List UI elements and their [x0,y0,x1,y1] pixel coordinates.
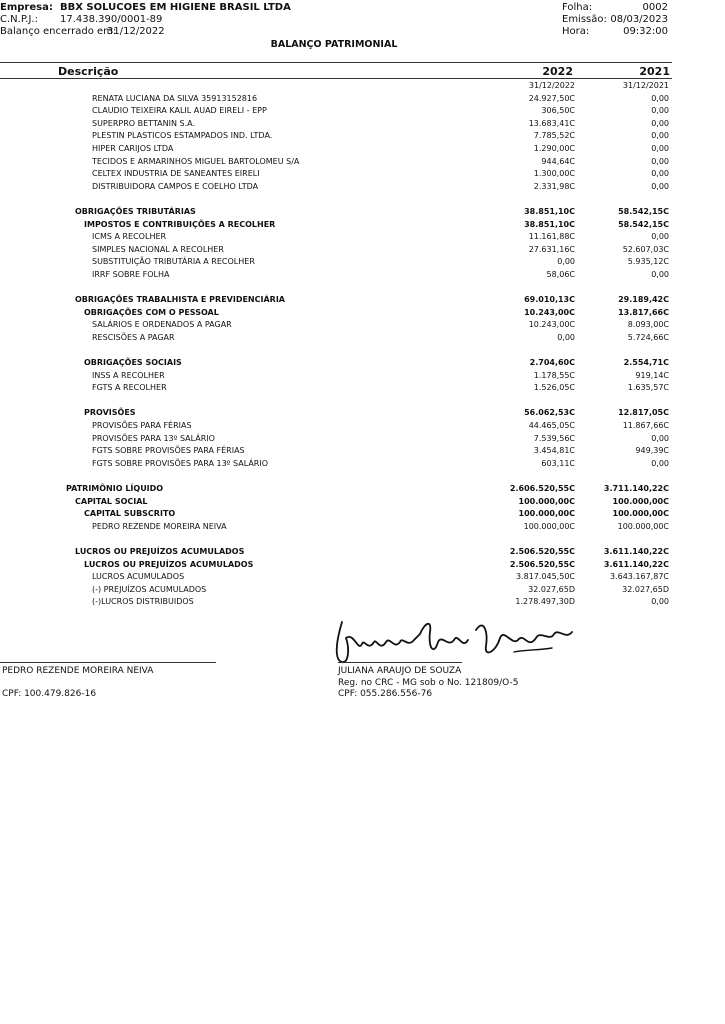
row-description: LUCROS OU PREJUÍZOS ACUMULADOS [75,546,245,556]
row-value-2021: 0,00 [651,433,669,443]
row-value-2022: 0,00 [557,332,575,342]
row-value-2022: 2.704,60C [529,358,575,368]
row-description: FGTS A RECOLHER [92,383,167,393]
row-value-2022: 2.506.520,55C [509,546,575,556]
row-value-2022: 2.506.520,55C [509,559,575,569]
table-row [0,370,672,383]
row-value-2022: 38.851,10C [524,206,575,216]
row-description: HIPER CARIJOS LTDA [92,143,174,153]
spacer-row [0,533,672,546]
row-value-2021: 52.607,03C [622,244,669,254]
row-value-2022: 306,50C [541,106,575,116]
table-row [0,269,672,282]
row-description: OBRIGAÇÕES TRABALHISTA E PREVIDENCIÁRIA [75,295,285,305]
row-value-2021: 100.000,00C [617,521,669,531]
row-value-2021: 919,14C [635,370,669,380]
document-title: BALANÇO PATRIMONIAL [270,39,398,50]
row-value-2022: 56.062,53C [524,408,575,418]
row-value-2021: 13.817,66C [618,307,669,317]
spacer-row [0,395,672,408]
row-description: LUCROS ACUMULADOS [92,572,185,582]
row-value-2021: 8.093,00C [627,320,669,330]
row-value-2021: 5.935,12C [627,257,669,267]
table-row [0,445,672,458]
table-row [0,256,672,269]
header-rule-top [0,62,672,63]
row-value-2022: 1.526,05C [533,383,575,393]
row-value-2022: 58,06C [546,269,575,279]
row-value-2021: 0,00 [651,106,669,116]
column-header-descricao: Descrição [58,65,119,78]
hora-label: Hora: [562,26,590,37]
folha-value: 0002 [642,2,668,13]
table-row [0,382,672,395]
row-value-2021: 29.189,42C [618,295,669,305]
row-value-2022: 2.331,98C [533,181,575,191]
row-value-2021: 3.711.140,22C [603,484,669,493]
row-description: (-)LUCROS DISTRIBUIDOS [92,597,194,607]
table-row [0,546,672,559]
hora-value: 09:32:00 [623,26,668,37]
empresa-label: Empresa: [0,2,53,13]
table-row [0,244,672,257]
row-value-2022: 100.000,00C [518,509,575,519]
row-value-2021: 5.724,66C [627,332,669,342]
table-row [0,357,672,370]
emissao-label: Emissão: [562,14,607,25]
balanco-label: Balanço encerrado em: [0,26,117,37]
row-description: LUCROS OU PREJUÍZOS ACUMULADOS [84,559,254,569]
row-value-2022: 3.454,81C [533,446,575,456]
row-value-2022: 1.278.497,30D [515,597,575,607]
row-value-2022: 24.927,50C [528,93,575,103]
row-value-2022: 1.178,55C [533,370,575,380]
row-value-2022: 11.161,88C [528,232,575,242]
row-value-2021: 2.554,71C [623,358,669,368]
row-value-2022: 100.000,00C [523,521,575,531]
row-description: PATRIMÔNIO LÍQUIDO [66,484,164,493]
emissao-value: 08/03/2023 [610,14,668,25]
table-row [0,596,672,609]
row-value-2021: 0,00 [651,131,669,141]
row-value-2022: 31/12/2022 [528,81,575,90]
balance-table [0,80,672,609]
row-description: CLAUDIO TEIXEIRA KALIL AUAD EIRELI - EPP [92,106,267,116]
row-description: OBRIGAÇÕES COM O PESSOAL [84,307,219,317]
row-value-2021: 32.027,65D [622,584,669,594]
header-rule-bottom [0,78,672,79]
row-value-2021: 100.000,00C [612,509,669,519]
row-value-2021: 3.643.167,87C [609,572,669,582]
row-value-2022: 69.010,13C [524,295,575,305]
row-value-2021: 58.542,15C [618,206,669,216]
row-value-2021: 1.635,57C [627,383,669,393]
cnpj-value: 17.438.390/0001-89 [60,14,163,25]
row-description: SIMPLES NACIONAL A RECOLHER [92,244,224,254]
table-row [0,206,672,219]
row-value-2022: 10.243,00C [528,320,575,330]
row-value-2021: 11.867,66C [622,421,669,431]
row-description: OBRIGAÇÕES SOCIAIS [84,358,182,368]
row-value-2022: 27.631,16C [528,244,575,254]
row-value-2021: 0,00 [651,118,669,128]
row-description: SUBSTITUIÇÃO TRIBUTÁRIA A RECOLHER [92,257,255,267]
column-header-2021: 2021 [639,65,670,78]
row-value-2021: 0,00 [651,156,669,166]
folha-label: Folha: [562,2,593,13]
row-description: (-) PREJUÍZOS ACUMULADOS [92,584,207,594]
row-description: PROVISÕES PARA 13º SALÁRIO [92,433,215,443]
row-description: CELTEX INDUSTRIA DE SANEANTES EIRELI [92,169,260,179]
table-row [0,143,672,156]
spacer-row [0,193,672,206]
spacer-row [0,282,672,295]
row-description: CAPITAL SUBSCRITO [84,509,176,519]
row-description: FGTS SOBRE PROVISÕES PARA 13º SALÁRIO [92,458,269,468]
row-value-2021: 3.611.140,22C [603,546,669,556]
balanco-date: 31/12/2022 [107,26,165,37]
cnpj-label: C.N.P.J.: [0,14,38,25]
row-description: ICMS A RECOLHER [92,232,167,242]
spacer-row [0,470,672,483]
table-row [0,571,672,584]
row-value-2022: 0,00 [557,257,575,267]
row-value-2022: 3.817.045,50C [515,572,575,582]
table-row [0,508,672,521]
row-description: PROVISÕES PARA FÉRIAS [92,421,192,431]
table-row [0,181,672,194]
spacer-row [0,344,672,357]
row-value-2021: 0,00 [651,458,669,468]
row-value-2021: 0,00 [651,232,669,242]
row-value-2021: 0,00 [651,181,669,191]
signatory-left-name: PEDRO REZENDE MOREIRA NEIVA [2,666,154,676]
table-row [0,559,672,572]
row-value-2021: 58.542,15C [618,219,669,229]
row-value-2021: 100.000,00C [612,496,669,506]
signatory-left-cpf: CPF: 100.479.826-16 [2,689,97,699]
row-value-2022: 13.683,41C [528,118,575,128]
row-description: IRRF SOBRE FOLHA [92,269,170,279]
table-row [0,420,672,433]
row-description: SUPERPRO BETTANIN S.A. [92,118,195,128]
row-value-2022: 10.243,00C [524,307,575,317]
signatory-right-name: JULIANA ARAUJO DE SOUZA [338,666,462,676]
row-value-2021: 0,00 [651,597,669,607]
table-row [0,130,672,143]
company-name: BBX SOLUCOES EM HIGIENE BRASIL LTDA [60,2,291,13]
row-value-2022: 44.465,05C [528,421,575,431]
row-description: OBRIGAÇÕES TRIBUTÁRIAS [75,206,196,216]
row-value-2022: 32.027,65D [528,584,575,594]
table-row [0,433,672,446]
table-row [0,307,672,320]
row-value-2021: 0,00 [651,169,669,179]
row-value-2022: 603,11C [541,458,575,468]
row-description: PLESTIN PLASTICOS ESTAMPADOS IND. LTDA. [92,131,273,141]
row-description: TECIDOS E ARMARINHOS MIGUEL BARTOLOMEU S/A [92,156,300,166]
table-row [0,105,672,118]
table-row [0,294,672,307]
row-value-2021: 0,00 [651,93,669,103]
row-value-2022: 1.300,00C [533,169,575,179]
row-value-2022: 7.539,56C [533,433,575,443]
row-description: CAPITAL SOCIAL [75,496,148,506]
row-value-2021: 12.817,05C [618,408,669,418]
table-row [0,521,672,534]
row-value-2021: 31/12/2021 [622,81,669,90]
row-description: RESCISÕES A PAGAR [92,332,175,342]
row-value-2021: 3.611.140,22C [603,559,669,569]
row-description: PROVISÕES [84,408,136,418]
row-value-2022: 7.785,52C [533,131,575,141]
row-value-2021: 0,00 [651,269,669,279]
table-row [0,219,672,232]
row-value-2022: 38.851,10C [524,219,575,229]
table-row [0,93,672,106]
row-value-2022: 2.606.520,55C [509,484,575,493]
table-row [0,483,672,496]
row-description: SALÁRIOS E ORDENADOS A PAGAR [92,320,232,330]
row-description: INSS A RECOLHER [92,370,165,380]
table-row [0,156,672,169]
table-row [0,231,672,244]
row-description: RENATA LUCIANA DA SILVA 35913152816 [92,93,258,103]
row-value-2022: 944,64C [541,156,575,166]
row-description: PEDRO REZENDE MOREIRA NEIVA [92,521,227,531]
table-row [0,168,672,181]
row-description: IMPOSTOS E CONTRIBUIÇÕES A RECOLHER [84,219,276,229]
table-row [0,332,672,345]
table-row [0,407,672,420]
signature-line-right [338,662,462,663]
table-row [0,458,672,471]
row-value-2021: 0,00 [651,143,669,153]
signature-line-left [0,662,216,663]
table-row [0,496,672,509]
column-header-2022: 2022 [542,65,573,78]
table-row [0,118,672,131]
row-description: DISTRIBUIDORA CAMPOS E COELHO LTDA [92,181,259,191]
row-value-2022: 100.000,00C [518,496,575,506]
table-row [0,319,672,332]
table-row [0,80,672,93]
handwritten-signature-image [328,612,578,668]
row-description: FGTS SOBRE PROVISÕES PARA FÉRIAS [92,446,245,456]
signatory-right-cpf: CPF: 055.286.556-76 [338,689,433,699]
row-value-2021: 949,39C [635,446,669,456]
table-row [0,584,672,597]
signatory-right-crc: Reg. no CRC - MG sob o No. 121809/O-5 [338,678,519,688]
row-value-2022: 1.290,00C [533,143,575,153]
